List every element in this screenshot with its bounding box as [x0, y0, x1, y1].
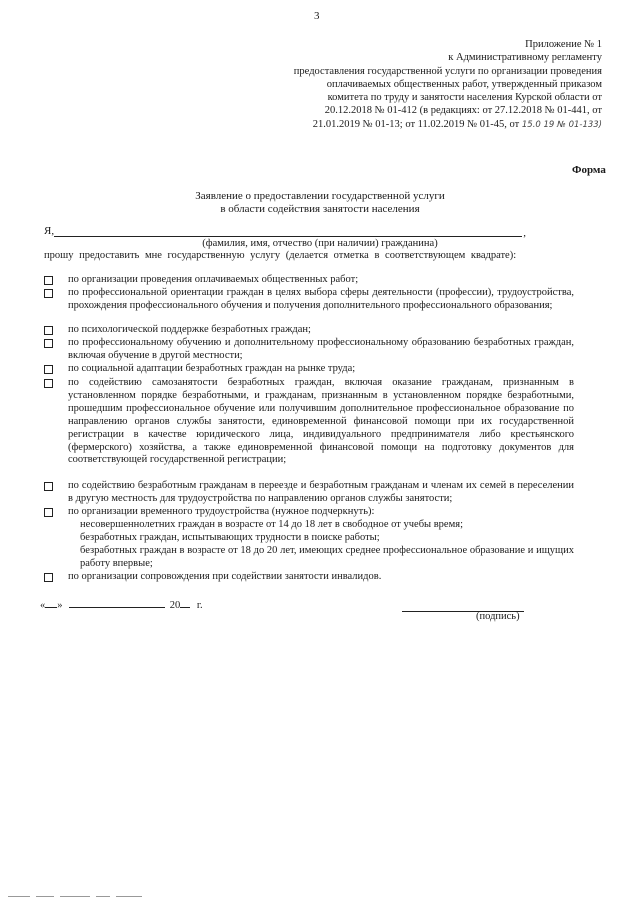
- header-line: предоставления государственной услуги по организации проведения: [293, 65, 602, 77]
- temp-employment-option[interactable]: несовершеннолетних граждан в возрасте от 14 до 18 лет в свободное от учебы время;: [80, 519, 463, 530]
- service-item: [44, 337, 574, 363]
- page-number: 3: [314, 10, 320, 22]
- checkbox[interactable]: [44, 508, 53, 517]
- handwritten-date: 15.0 19 № 01-133): [521, 119, 602, 130]
- service-item-text: по социальной адаптации безработных граждан на рынке труда;: [68, 363, 356, 374]
- document-subtitle: в области содействия занятости населения: [220, 203, 420, 215]
- month-field[interactable]: [69, 607, 165, 608]
- applicant-name-row: [44, 225, 544, 239]
- checkbox[interactable]: [44, 326, 53, 335]
- service-item-text: по организации проведения оплачиваемых общественных работ;: [68, 274, 359, 285]
- header-line: Приложение № 1: [525, 39, 602, 50]
- checkbox[interactable]: [44, 573, 53, 582]
- temp-employment-option[interactable]: безработных граждан в возрасте от 18 до 20 лет, имеющих среднее профессиональное образование и ищущих работу впервые;: [80, 545, 574, 569]
- service-item: [44, 287, 574, 313]
- service-item-text: по профессиональному обучению и дополнительному профессиональному образованию безработных граждан, включая обучение в другой местности;: [68, 337, 574, 361]
- date-field: [40, 600, 203, 611]
- service-item-text: по психологической поддержке безработных граждан;: [68, 324, 311, 335]
- service-item: [44, 506, 574, 519]
- header-line: 20.12.2018 № 01-412 (в редакциях: от 27.12.2018 № 01-441, от: [324, 105, 602, 117]
- header-line: [272, 118, 602, 132]
- date-close-quote: »: [57, 600, 63, 611]
- forma-label: Форма: [572, 164, 606, 176]
- temp-employment-option[interactable]: безработных граждан, испытывающих трудности в поиске работы;: [80, 532, 380, 543]
- day-field[interactable]: [45, 607, 57, 608]
- checkbox[interactable]: [44, 379, 53, 388]
- checkbox[interactable]: [44, 276, 53, 285]
- checkbox[interactable]: [44, 482, 53, 491]
- service-item: [44, 324, 574, 337]
- applicant-name-field[interactable]: [54, 236, 522, 237]
- header-line: комитета по труду и занятости населения Курской области от: [327, 92, 602, 104]
- header-line: оплачиваемых общественных работ, утвержденный приказом: [326, 78, 602, 90]
- applicant-prefix: Я,: [44, 225, 55, 237]
- document-title: Заявление о предоставлении государственной услуги: [195, 190, 445, 202]
- date-open-quote: «: [40, 600, 46, 611]
- applicant-hint: (фамилия, имя, отчество (при наличии) гражданина): [202, 238, 438, 249]
- scan-artifacts: [8, 896, 208, 899]
- checkbox[interactable]: [44, 339, 53, 348]
- request-text: прошу предоставить мне государственную услугу (делается отметка в соответствующем квадрате):: [44, 250, 517, 261]
- service-item-text: по организации сопровождения при содействии занятости инвалидов.: [68, 571, 382, 582]
- service-item-text: по содействию самозанятости безработных граждан, включая оказание гражданам, признанным в установленном порядке безработными, и гражданам, признанным в установленном порядке безработными, прошедшим профессиональное обучение или получившим дополнительное профессиональное образование по направлению органов службы занятости, единовременной финансовой помощи при их государственной регистрации в качестве юридического лица, индивидуального предпринимателя либо крестьянского (фермерского) хозяйства, а также единовременной финансовой помощи на подготовку документов для соответствующей государственной регистрации;: [68, 377, 574, 466]
- applicant-comma: ,: [523, 227, 526, 239]
- service-item-text: по профессиональной ориентации граждан в целях выбора сферы деятельности (профессии), трудоустройства, прохождения профессионального обучения и получения дополнительного профессионального образования;: [68, 287, 574, 311]
- service-item: [44, 480, 574, 506]
- checkbox[interactable]: [44, 289, 53, 298]
- service-item: [44, 571, 574, 584]
- approval-header: [272, 38, 602, 132]
- signature-label: (подпись): [476, 611, 520, 622]
- service-item-text: по организации временного трудоустройства (нужное подчеркнуть):: [68, 506, 375, 517]
- header-line: к Административному регламенту: [448, 52, 602, 64]
- year-field[interactable]: [180, 607, 190, 608]
- service-item-text: по содействию безработным гражданам в переезде и безработным гражданам и членам их семей в переселении в другую местность для трудоустройства по направлению органов службы занятости;: [68, 480, 574, 504]
- service-item: [44, 363, 574, 376]
- year-suffix: г.: [196, 600, 203, 611]
- checkbox[interactable]: [44, 365, 53, 374]
- header-line-text: 21.01.2019 № 01-13; от 11.02.2019 № 01-45, от: [312, 118, 520, 130]
- service-item: [44, 377, 574, 467]
- year-prefix: 20: [169, 600, 181, 611]
- service-item: [44, 274, 574, 287]
